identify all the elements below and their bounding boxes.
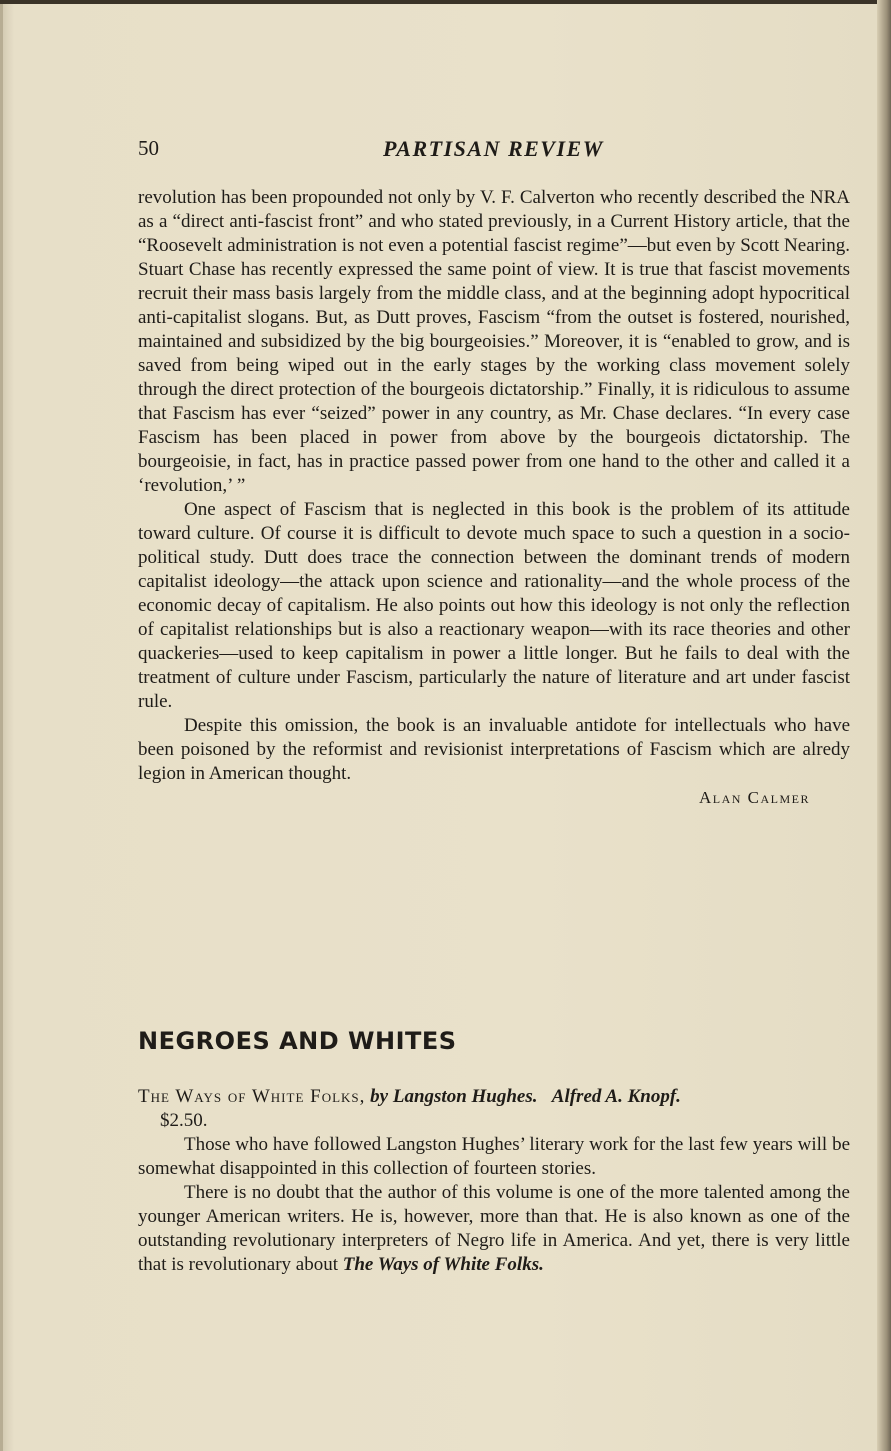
review-paragraph-2-text: There is no doubt that the author of this volume is one of the more talented among the younger American writers. He is, however, more than that. He is also known as one of the outstanding revolutionary interpreters of Negro life in America. And yet, there is very little that is revolutionary about (138, 1182, 850, 1275)
journal-title: PARTISAN REVIEW (383, 136, 604, 161)
body-paragraph-3: Despite this omission, the book is an invaluable antidote for intellectuals who have been poisoned by the reformist and revisionist interpretations of Fascism which are alredy legion in American thought. (138, 715, 850, 784)
review-paragraph-1: Those who have followed Langston Hughes’ literary work for the last few years will be somewhat disappointed in this collection of fourteen stories. (138, 1134, 850, 1179)
book-author: by Langston Hughes. (370, 1086, 538, 1107)
book-publisher: Alfred A. Knopf. (551, 1086, 681, 1107)
review-negroes-and-whites (138, 1085, 850, 1277)
binding-shadow (0, 0, 3, 1451)
review-continuation (138, 186, 850, 810)
page-number: 50 (138, 136, 159, 160)
book-citation (138, 1085, 850, 1109)
running-header (138, 136, 850, 170)
review-paragraph-2 (138, 1181, 850, 1277)
book-title: The Ways of White Folks, (138, 1086, 366, 1107)
body-paragraph-1: revolution has been propounded not only by V. F. Calverton who recently described the NRA as a “direct anti-fascist front” and who stated previously, in a Current History article, that the “Roosevelt administration is not even a potential fascist regime”—but even by Scott Nearing. Stuart Chase has recently expressed the same point of view. It is true that fascist movements recruit their mass basis largely from the middle class, and at the beginning adopt hypocritical anti-capitalist slogans. But, as Dutt proves, Fascism “from the outset is fostered, nourished, maintained and subsidized by the big bourgeoisies.” Moreover, it is “enabled to grow, and is saved from being wiped out in the early stages by the working class movement solely through the direct protection of the bourgeois dictatorship.” Finally, it is ridiculous to assume that Fascism has ever “seized” power in any country, as Mr. Chase declares. “In every case Fascism has been placed in power from above by the bourgeois dictatorship. The bourgeoisie, in fact, has in practice passed power from one hand to the other and called it a ‘revolution,’ ” (138, 187, 850, 496)
right-edge (877, 0, 891, 1451)
section-heading: NEGROES AND WHITES (138, 1027, 457, 1055)
top-edge (0, 0, 891, 4)
book-price: $2.50. (160, 1110, 208, 1131)
reviewer-signature: Alan Calmer (698, 788, 810, 807)
body-paragraph-2: One aspect of Fascism that is neglected in this book is the problem of its attitude toward culture. Of course it is difficult to devote much space to such a question in a socio-political study. Dutt does trace the connection between the dominant trends of modern capitalist ideology—the attack upon science and rationality—and the whole process of the economic decay of capitalism. He also points out how this ideology is not only the reflection of capitalist relationships but is also a reactionary weapon—with its race theories and other quackeries—used to keep capitalism in power a little longer. But he fails to deal with the treatment of culture under Fascism, particularly the nature of literature and art under fascist rule. (138, 499, 850, 712)
book-title-italic: The Ways of White Folks. (342, 1254, 544, 1275)
